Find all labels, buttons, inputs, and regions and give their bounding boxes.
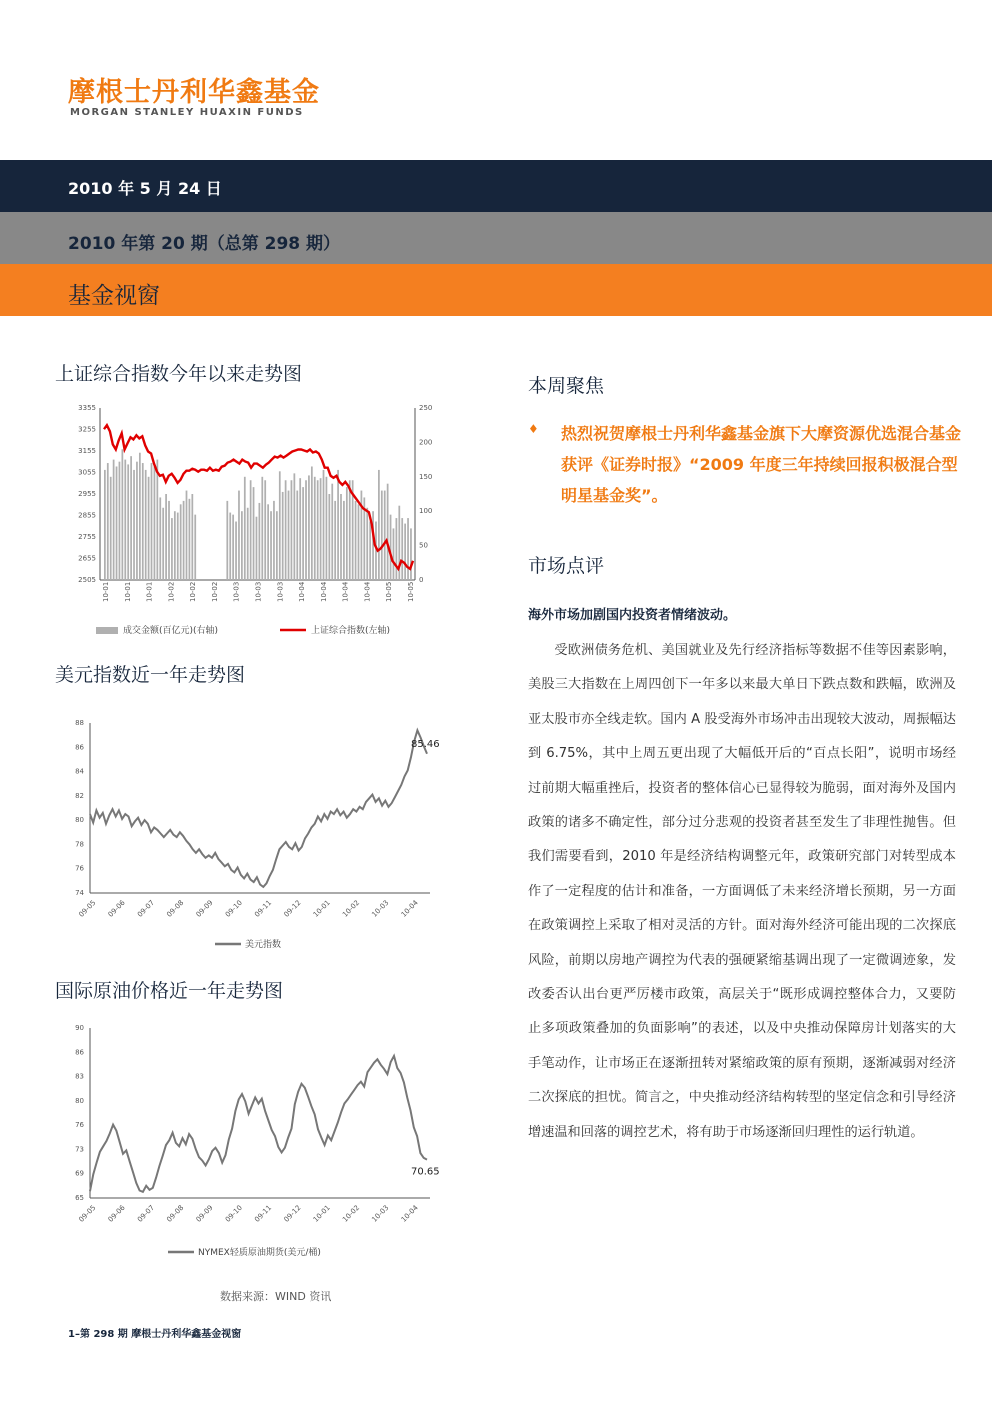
volume-bar (285, 480, 287, 580)
focus-heading: 本周聚焦 (528, 375, 605, 397)
volume-bar (145, 470, 147, 580)
volume-bar (189, 499, 191, 580)
volume-bar (226, 501, 228, 580)
volume-bar (113, 460, 115, 580)
y-tick-label-right: 0 (419, 576, 424, 584)
volume-bar (165, 494, 167, 580)
volume-bar (320, 478, 322, 580)
volume-bar (305, 480, 307, 580)
focus-text: 热烈祝贺摩根士丹利华鑫基金旗下大摩资源优选混合基金获评《证券时报》“2009 年度三年持续回报积极混合型明星基金奖”。 (561, 424, 962, 505)
y-tick-label: 76 (75, 1121, 84, 1130)
volume-bar (139, 453, 141, 580)
y-tick-label: 84 (75, 767, 84, 776)
y-tick-label: 78 (75, 840, 84, 849)
volume-bar (247, 508, 249, 580)
volume-bar (270, 511, 272, 580)
volume-bar (259, 503, 261, 580)
title-band (0, 264, 992, 316)
x-tick-label: 09-09 (194, 898, 215, 919)
x-tick-label: 10-05 (385, 581, 394, 602)
volume-bar (110, 477, 112, 580)
y-tick-label-left: 3055 (78, 468, 96, 477)
volume-bar (180, 504, 182, 580)
volume-bar (171, 518, 173, 580)
volume-bar (326, 477, 328, 580)
legend-label: 美元指数 (245, 940, 282, 950)
volume-bar (253, 487, 255, 580)
y-tick-label-right: 50 (419, 541, 428, 550)
volume-bar (387, 484, 389, 580)
x-tick-label: 10-01 (123, 581, 132, 602)
volume-bar (401, 518, 403, 580)
legend-label: NYMEX轻质原油期货(美元/桶) (198, 1248, 321, 1258)
issue-band (0, 212, 992, 264)
legend-bar-label: 成交金额(百亿元)(右轴) (123, 626, 219, 636)
volume-bar (343, 501, 345, 580)
x-tick-label: 09-08 (165, 1203, 186, 1224)
y-tick-label: 86 (75, 1048, 84, 1057)
volume-bar (264, 480, 266, 580)
x-tick-label: 09-05 (77, 898, 98, 919)
volume-bar (142, 463, 144, 580)
series-line (90, 730, 427, 887)
volume-bar (384, 491, 386, 580)
volume-bar (279, 471, 281, 580)
chart2-container (60, 715, 460, 955)
newsletter-title: 基金视窗 (68, 283, 160, 309)
x-tick-label: 09-10 (223, 898, 244, 919)
x-tick-label: 09-06 (106, 898, 127, 919)
y-tick-label-right: 250 (419, 404, 433, 412)
volume-bar (229, 513, 231, 580)
y-tick-label: 86 (75, 743, 84, 752)
usd-index-chart (60, 715, 460, 955)
logo-chinese: 摩根士丹利华鑫基金 (68, 77, 320, 108)
x-tick-label: 09-11 (253, 898, 274, 919)
volume-bar (186, 491, 188, 580)
volume-bar (311, 466, 313, 580)
volume-bar (256, 517, 258, 580)
y-tick-label: 90 (75, 1024, 84, 1032)
x-tick-label: 10-05 (407, 581, 415, 602)
volume-bar (314, 477, 316, 580)
volume-bar (232, 515, 234, 580)
volume-bar (369, 522, 371, 580)
volume-bar (133, 470, 135, 580)
volume-bar (107, 463, 109, 580)
x-tick-label: 10-03 (232, 581, 241, 602)
volume-bar (302, 487, 304, 580)
footer: 1–第 298 期 摩根士丹利华鑫基金视窗 (68, 1329, 242, 1340)
volume-bar (334, 501, 336, 580)
data-source: 数据来源：WIND 资讯 (220, 1290, 332, 1303)
x-tick-label: 09-10 (223, 1203, 244, 1224)
x-tick-label: 09-07 (135, 898, 157, 919)
review-body: 受欧洲债务危机、美国就业及先行经济指标等数据不佳等因素影响，美股三大指数在上周四创下一年多以来最大单日下跌点数和跌幅，欧洲及亚太股市亦全线走软。国内 A 股受海外市场冲击出现较大波动，周振幅达到 6.75%，其中上周五更出现了大幅低开后的“百点长阳”，说明市场经过前期大幅重挫后，投资者的整体信心已显得较为脆弱，面对海外及国内政策的诸多不确定性，部分过分悲观的投资者甚至发生了非理性抛售。但我们需要看到，2010 年是经济结构调整元年，政策研究部门对转型成本作了一定程度的估计和准备，一方面调低了未来经济增长预期，另一方面在政策调控上采取了相对灵活的方针。面对海外经济可能出现的二次探底风险，前期以房地产调控为代表的强硬紧缩基调出现了一定微调迹象，发改委否认出台更严厉楼市政策，高层关于“既形成调控整体合力，又要防止多项政策叠加的负面影响”的表述，以及中央推动保障房计划落实的大手笔动作，让市场正在逐渐扭转对紧缩政策的原有预期，逐渐减弱对经济二次探底的担忧。简言之，中央推动经济结构转型的坚定信念和引导经济增速温和回落的调控艺术，将有助于市场逐渐回归理性的运行轨道。 (528, 643, 956, 1140)
chart3-title: 国际原油价格近一年走势图 (55, 980, 284, 1002)
volume-bar (154, 466, 156, 580)
y-tick-label: 73 (75, 1145, 84, 1154)
volume-bar (168, 501, 170, 580)
x-tick-label: 09-06 (106, 1203, 127, 1224)
x-tick-label: 10-04 (319, 581, 328, 602)
volume-bar (183, 501, 185, 580)
volume-bar (366, 508, 368, 580)
x-tick-label: 10-04 (363, 581, 372, 602)
volume-bar (162, 508, 164, 580)
x-tick-label: 09-05 (77, 1203, 98, 1224)
volume-bar (104, 470, 106, 580)
volume-bar (159, 497, 161, 580)
volume-bar (241, 511, 243, 580)
volume-bar (355, 501, 357, 580)
x-tick-label: 10-01 (102, 581, 110, 602)
volume-bar (191, 494, 193, 580)
volume-bar (282, 492, 284, 580)
volume-bar (296, 491, 298, 580)
y-tick-label-left: 2505 (78, 576, 96, 584)
chart1-container (60, 398, 470, 643)
volume-bar (328, 494, 330, 580)
volume-bar (393, 528, 395, 580)
chart3-container (60, 1020, 460, 1260)
review-heading: 市场点评 (528, 555, 605, 577)
volume-bar (308, 475, 310, 580)
crude-oil-chart (60, 1020, 460, 1260)
x-tick-label: 10-01 (145, 581, 154, 602)
x-tick-label: 09-12 (282, 1203, 303, 1224)
x-tick-label: 10-02 (189, 581, 198, 602)
volume-bar (407, 518, 409, 580)
review-subtitle: 海外市场加剧国内投资者情绪波动。 (528, 608, 737, 623)
volume-bar (337, 470, 339, 580)
volume-bar (127, 464, 129, 580)
volume-bar (349, 480, 351, 580)
y-tick-label: 80 (75, 816, 84, 825)
volume-bar (124, 460, 126, 580)
volume-bar (156, 460, 158, 580)
series-line (90, 1056, 427, 1192)
y-tick-label-left: 2755 (78, 533, 96, 541)
y-tick-label-left: 2855 (78, 511, 96, 520)
volume-bar (119, 462, 121, 580)
chart1-title: 上证综合指数今年以来走势图 (55, 363, 303, 385)
volume-bar (323, 470, 325, 580)
volume-bar (317, 480, 319, 580)
volume-bar (177, 513, 179, 580)
date-band (0, 160, 992, 212)
volume-bar (194, 515, 196, 580)
issue-date: 2010 年 5 月 24 日 (68, 179, 222, 198)
y-tick-label: 69 (75, 1169, 84, 1178)
volume-bar (238, 491, 240, 580)
volume-bar (291, 480, 293, 580)
volume-bar (381, 491, 383, 580)
value-annotation: 70.65 (411, 1166, 440, 1178)
volume-bar (244, 477, 246, 580)
volume-bar (267, 504, 269, 580)
volume-bar (346, 487, 348, 580)
volume-bar (273, 501, 275, 580)
x-tick-label: 10-04 (399, 898, 420, 919)
y-tick-label-right: 100 (419, 507, 433, 516)
volume-bar (276, 511, 278, 580)
volume-bar (404, 524, 406, 580)
x-tick-label: 10-03 (254, 581, 263, 602)
volume-bar (340, 494, 342, 580)
x-tick-label: 09-07 (135, 1203, 157, 1224)
y-tick-label-left: 2955 (78, 490, 96, 498)
y-tick-label-right: 150 (419, 472, 433, 481)
y-tick-label: 82 (75, 791, 84, 800)
x-tick-label: 10-02 (210, 581, 219, 602)
y-tick-label-left: 3355 (78, 404, 96, 412)
volume-bar (136, 462, 138, 580)
x-tick-label: 09-09 (194, 1203, 215, 1224)
y-tick-label: 83 (75, 1072, 84, 1081)
y-tick-label: 65 (75, 1194, 84, 1202)
logo-english: MORGAN STANLEY HUAXIN FUNDS (70, 107, 304, 118)
volume-bar (148, 477, 150, 580)
x-tick-label: 10-03 (276, 581, 285, 602)
volume-bar (116, 466, 118, 580)
x-tick-label: 10-02 (341, 898, 362, 919)
volume-bar (174, 511, 176, 580)
volume-bar (390, 515, 392, 580)
volume-bar (396, 518, 398, 580)
volume-bar (299, 478, 301, 580)
legend-bar-swatch (96, 627, 118, 634)
x-tick-label: 10-03 (370, 1203, 391, 1224)
volume-bar (410, 528, 412, 580)
y-tick-label: 88 (75, 719, 84, 727)
chart2-title: 美元指数近一年走势图 (55, 664, 246, 686)
volume-bar (235, 522, 237, 580)
volume-bar (261, 477, 263, 580)
x-tick-label: 10-04 (298, 581, 307, 602)
y-tick-label: 80 (75, 1096, 84, 1105)
x-tick-label: 10-02 (167, 581, 176, 602)
volume-bar (151, 463, 153, 580)
volume-bar (288, 491, 290, 580)
x-tick-label: 10-01 (311, 1203, 332, 1224)
x-tick-label: 10-01 (311, 898, 332, 919)
x-tick-label: 09-11 (253, 1203, 274, 1224)
volume-bar (293, 473, 295, 580)
issue-number: 2010 年第 20 期（总第 298 期） (68, 234, 341, 254)
y-tick-label-left: 3155 (78, 447, 96, 455)
volume-bar (378, 470, 380, 580)
y-tick-label-right: 200 (419, 438, 433, 447)
volume-bar (121, 449, 123, 580)
y-tick-label: 74 (75, 889, 84, 897)
volume-bar (130, 456, 132, 580)
shanghai-index-chart (60, 398, 470, 643)
x-tick-label: 10-04 (341, 581, 350, 602)
volume-bar (372, 511, 374, 580)
x-tick-label: 10-03 (370, 898, 391, 919)
legend-line-label: 上证综合指数(左轴) (311, 626, 391, 636)
x-tick-label: 10-02 (341, 1203, 362, 1224)
x-tick-label: 09-08 (165, 898, 186, 919)
x-tick-label: 09-12 (282, 898, 303, 919)
y-tick-label-left: 3255 (78, 425, 96, 434)
y-tick-label: 76 (75, 864, 84, 873)
value-annotation: 85.46 (411, 738, 440, 750)
x-tick-label: 10-04 (399, 1203, 420, 1224)
diamond-bullet-icon: ♦ (528, 422, 539, 436)
volume-bar (331, 484, 333, 580)
y-tick-label-left: 2655 (78, 554, 96, 563)
volume-bar (250, 480, 252, 580)
volume-bar (358, 504, 360, 580)
